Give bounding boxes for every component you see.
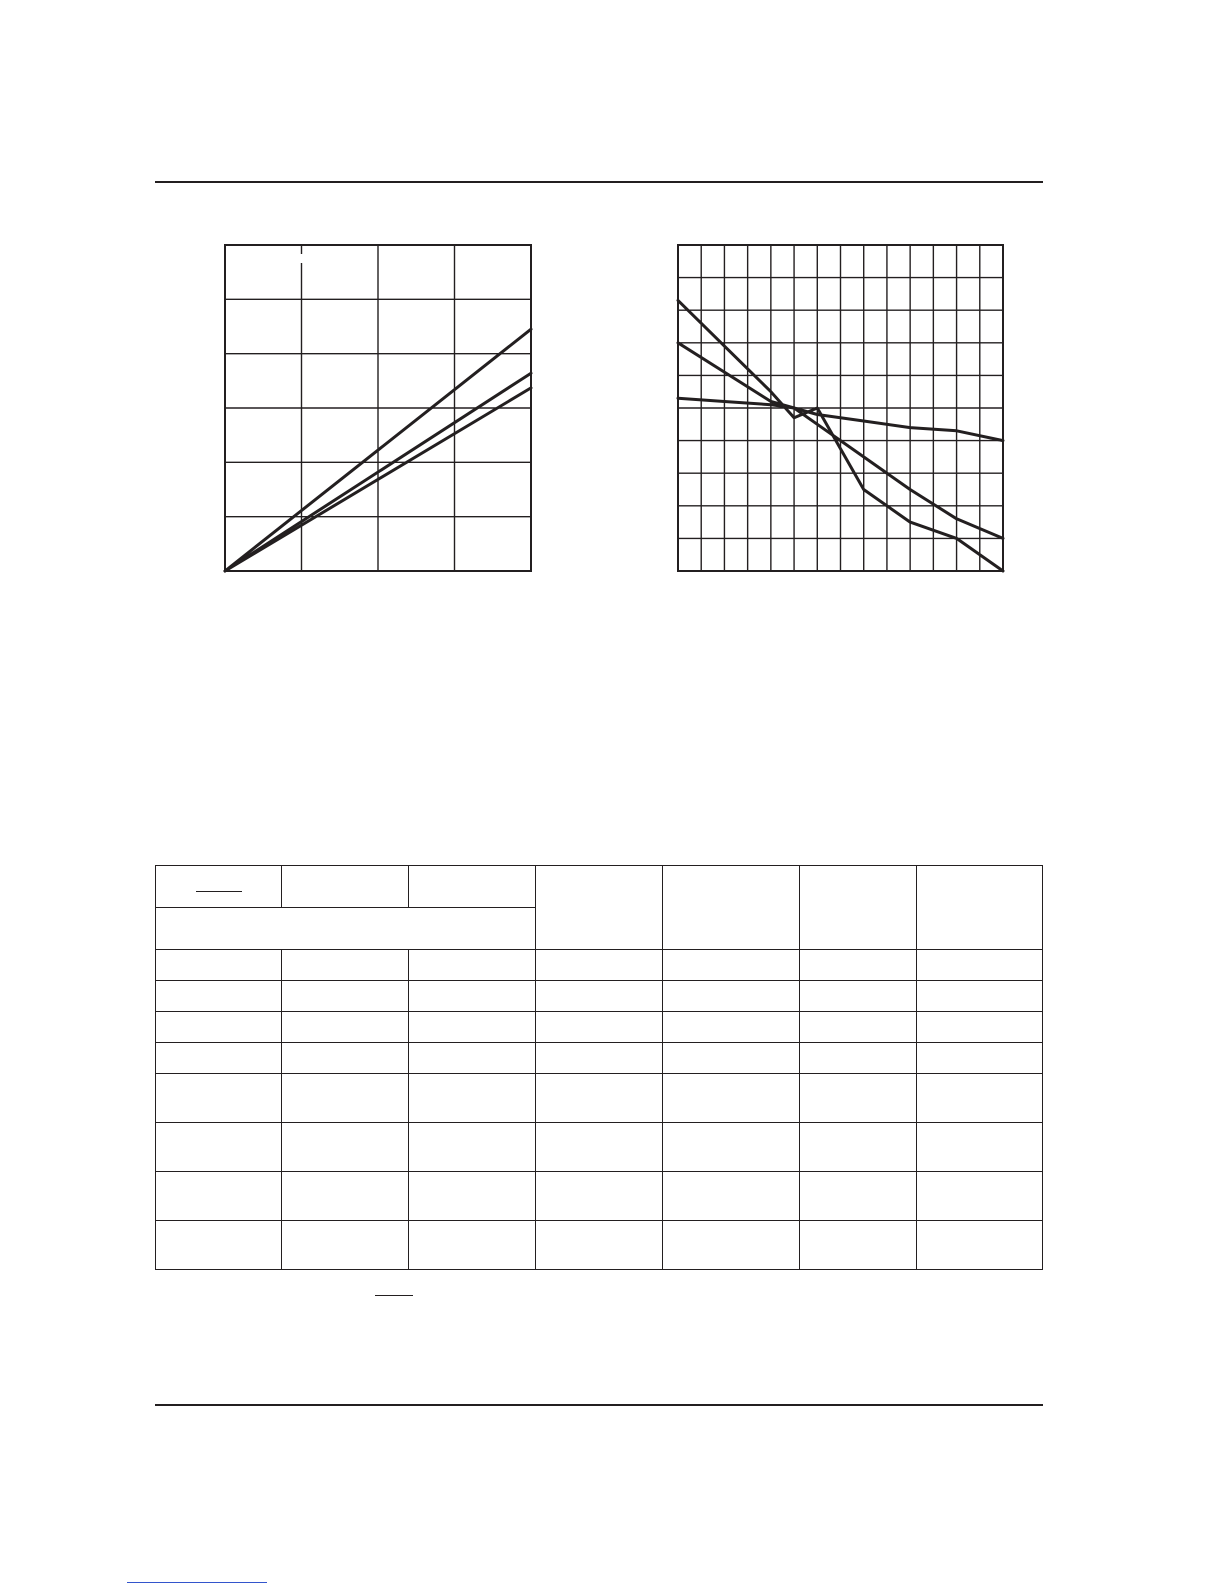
header-rule <box>155 181 1043 183</box>
overbar-mark <box>196 891 242 892</box>
table-header-cell <box>409 866 536 908</box>
table-row <box>156 1221 1043 1270</box>
table-row <box>156 1043 1043 1074</box>
table-header-cell <box>800 866 917 950</box>
footnote-overbar <box>375 1295 413 1296</box>
table-header-cell <box>282 866 409 908</box>
spec-table <box>155 865 1043 1270</box>
table-header-cell <box>663 866 800 950</box>
table-header-cell <box>156 908 536 950</box>
chart-left <box>225 245 531 571</box>
footer-rule <box>155 1404 1043 1406</box>
chart-right <box>678 245 1003 571</box>
table-row <box>156 950 1043 981</box>
table-header-cell <box>917 866 1043 950</box>
table-row <box>156 1172 1043 1221</box>
table-row <box>156 1074 1043 1123</box>
table-header-cell <box>156 866 282 908</box>
table-row <box>156 1012 1043 1043</box>
table-header-row <box>156 866 1043 908</box>
footer-link-underline[interactable] <box>127 1582 267 1583</box>
table-header-cell <box>536 866 663 950</box>
table-row <box>156 981 1043 1012</box>
table-row <box>156 1123 1043 1172</box>
